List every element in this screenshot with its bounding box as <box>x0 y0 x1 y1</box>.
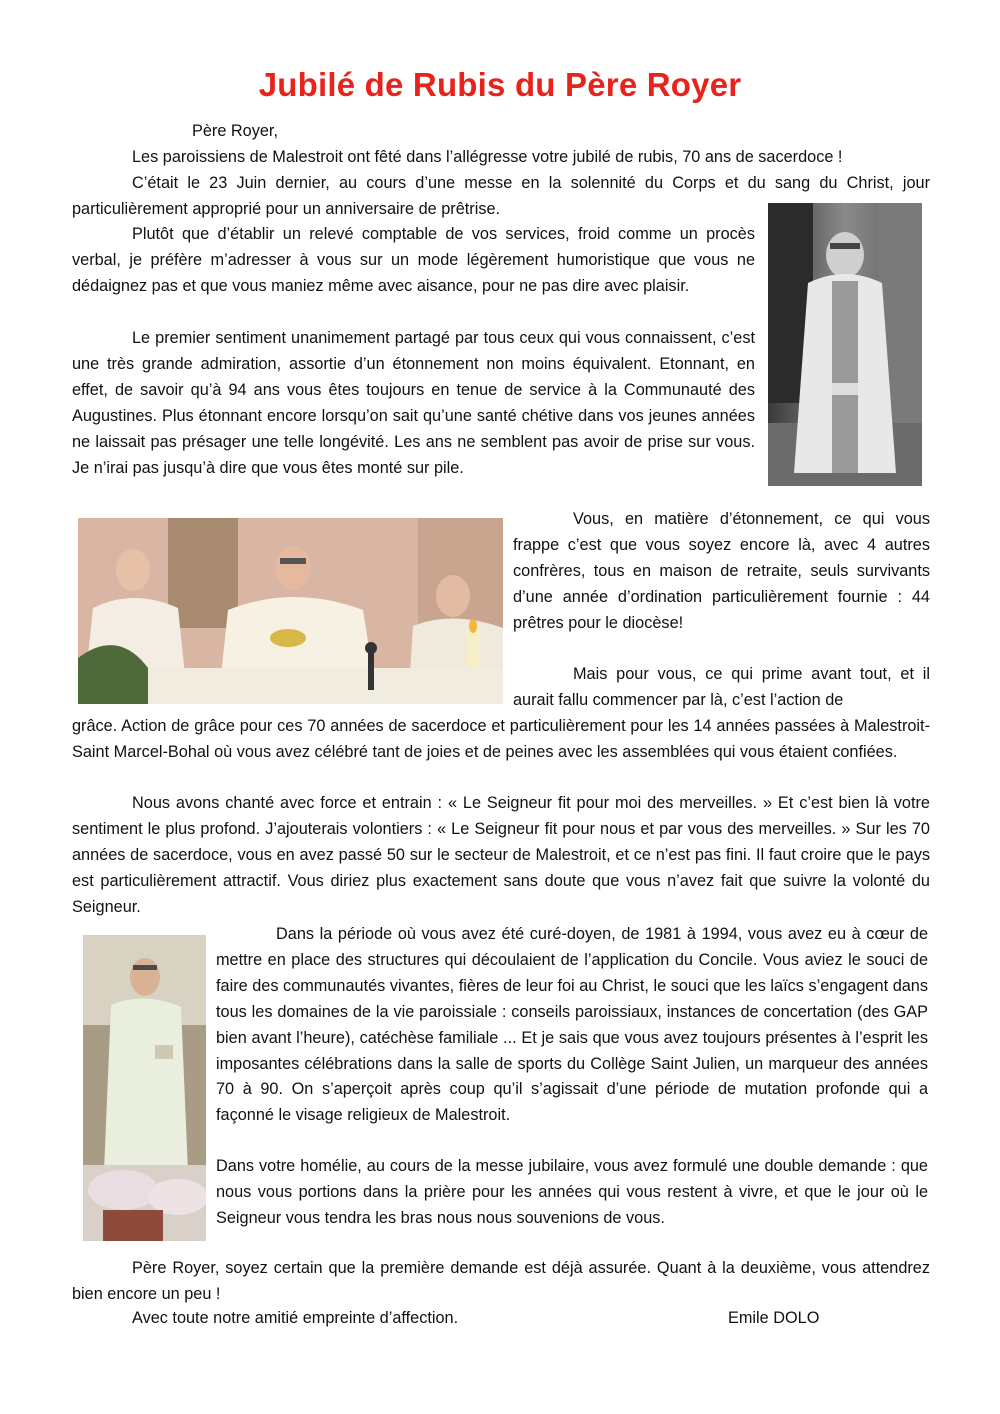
paragraph-3: Plutôt que d’établir un relevé comptable de vos services, froid comme un procès verbal, je préfère m’adresser à vous sur un mode légèrement humoristique que vous ne dédaignez pas et que vous maniez même avec aisance, pour ne pas dire avec plaisir. <box>72 225 755 295</box>
altar-photo <box>78 518 503 704</box>
paragraph-5: Vous, en matière d’étonnement, ce qui vous frappe c’est que vous soyez encore là, avec 4 autres confrères, tous en maison de retraite, seuls survivants d’une année d’ordination particulièrement fournie : 44 prêtres pour le diocèse! <box>513 510 930 632</box>
homily-photo <box>83 935 206 1241</box>
page-title: Jubilé de Rubis du Père Royer <box>258 66 742 103</box>
paragraph-2: C’était le 23 Juin dernier, au cours d’une messe en la solennité du Corps et du sang du Christ, jour particulièrement approprié pour un anniversaire de prêtrise. <box>72 174 930 218</box>
paragraph-8: Dans la période où vous avez été curé-doyen, de 1981 à 1994, vous avez eu à cœur de mettre en place des structures qui découlaient de l’application du Concile. Vous aviez le souci de faire des communautés vivantes, fières de leur foi au Christ, le souci que les laïcs s’engagent dans tous les domaines de la vie paroissiale : conseils paroissiaux, instances de concertation (des GAP bien avant l’heure), catéchèse familiale ... Et je sais que vous avez toujours présentes à l’esprit les imposantes célébrations dans la salle de sports du Collège Saint Julien, un marqueur des années 70 à 90. On s’aperçoit après coup qu’il s’agissait d’une période de mutation profonde qui a façonné le visage religieux de Malestroit. <box>216 925 928 1125</box>
closing-text: Avec toute notre amitié empreinte d’affection. <box>132 1309 459 1327</box>
paragraph-9: Dans votre homélie, au cours de la messe jubilaire, vous avez formulé une double demande : que nous vous portions dans la prière pour les années qui vous restent à vivre, et que le jour où le Seigneur vous tendra les bras nous nous souvenions de vous. <box>216 1157 928 1227</box>
paragraph-6-end: grâce. Action de grâce pour ces 70 années de sacerdoce et particulièrement pour les 14 années passées à Malestroit-Saint Marcel-Bohal où vous avez célébré tant de joies et de peines avec les assemblées qui vous étaient confiées. <box>72 717 930 761</box>
paragraph-7: Nous avons chanté avec force et entrain : « Le Seigneur fit pour moi des merveilles. » Et c’est bien là votre sentiment le plus profond. J’ajouterais volontiers : « Le Seigneur fit pour nous et par vous des merveilles. » Sur les 70 années de sacerdoce, vous en avez passé 50 sur le secteur de Malestroit, et ce n’est pas fini. Il faut croire que le pays est particulièrement attractif. Vous diriez plus exactement sans doute que vous n’avez fait que suivre la volonté du Seigneur. <box>72 794 930 916</box>
paragraph-1: Les paroissiens de Malestroit ont fêté dans l’allégresse votre jubilé de rubis, 70 ans de sacerdoce ! <box>132 148 843 166</box>
paragraph-6-start: Mais pour vous, ce qui prime avant tout, et il aurait fallu commencer par là, c’est l’action de <box>513 665 930 709</box>
salutation: Père Royer, <box>192 122 278 140</box>
portrait-photo <box>768 203 922 486</box>
signature: Emile DOLO <box>728 1309 820 1327</box>
paragraph-10: Père Royer, soyez certain que la première demande est déjà assurée. Quant à la deuxième, vous attendrez bien encore un peu ! <box>72 1259 930 1303</box>
paragraph-4: Le premier sentiment unanimement partagé par tous ceux qui vous connaissent, c’est une très grande admiration, assortie d’un étonnement non moins équivalent. Etonnant, en effet, de savoir qu’à 94 ans vous êtes toujours en tenue de service à la Communauté des Augustines. Plus étonnant encore lorsqu’on sait qu’une santé chétive dans vos jeunes années ne laissait pas présager une telle longévité. Les ans ne semblent pas avoir de prise sur vous. Je n’irai pas jusqu’à dire que vous êtes monté sur pile. <box>72 329 755 477</box>
